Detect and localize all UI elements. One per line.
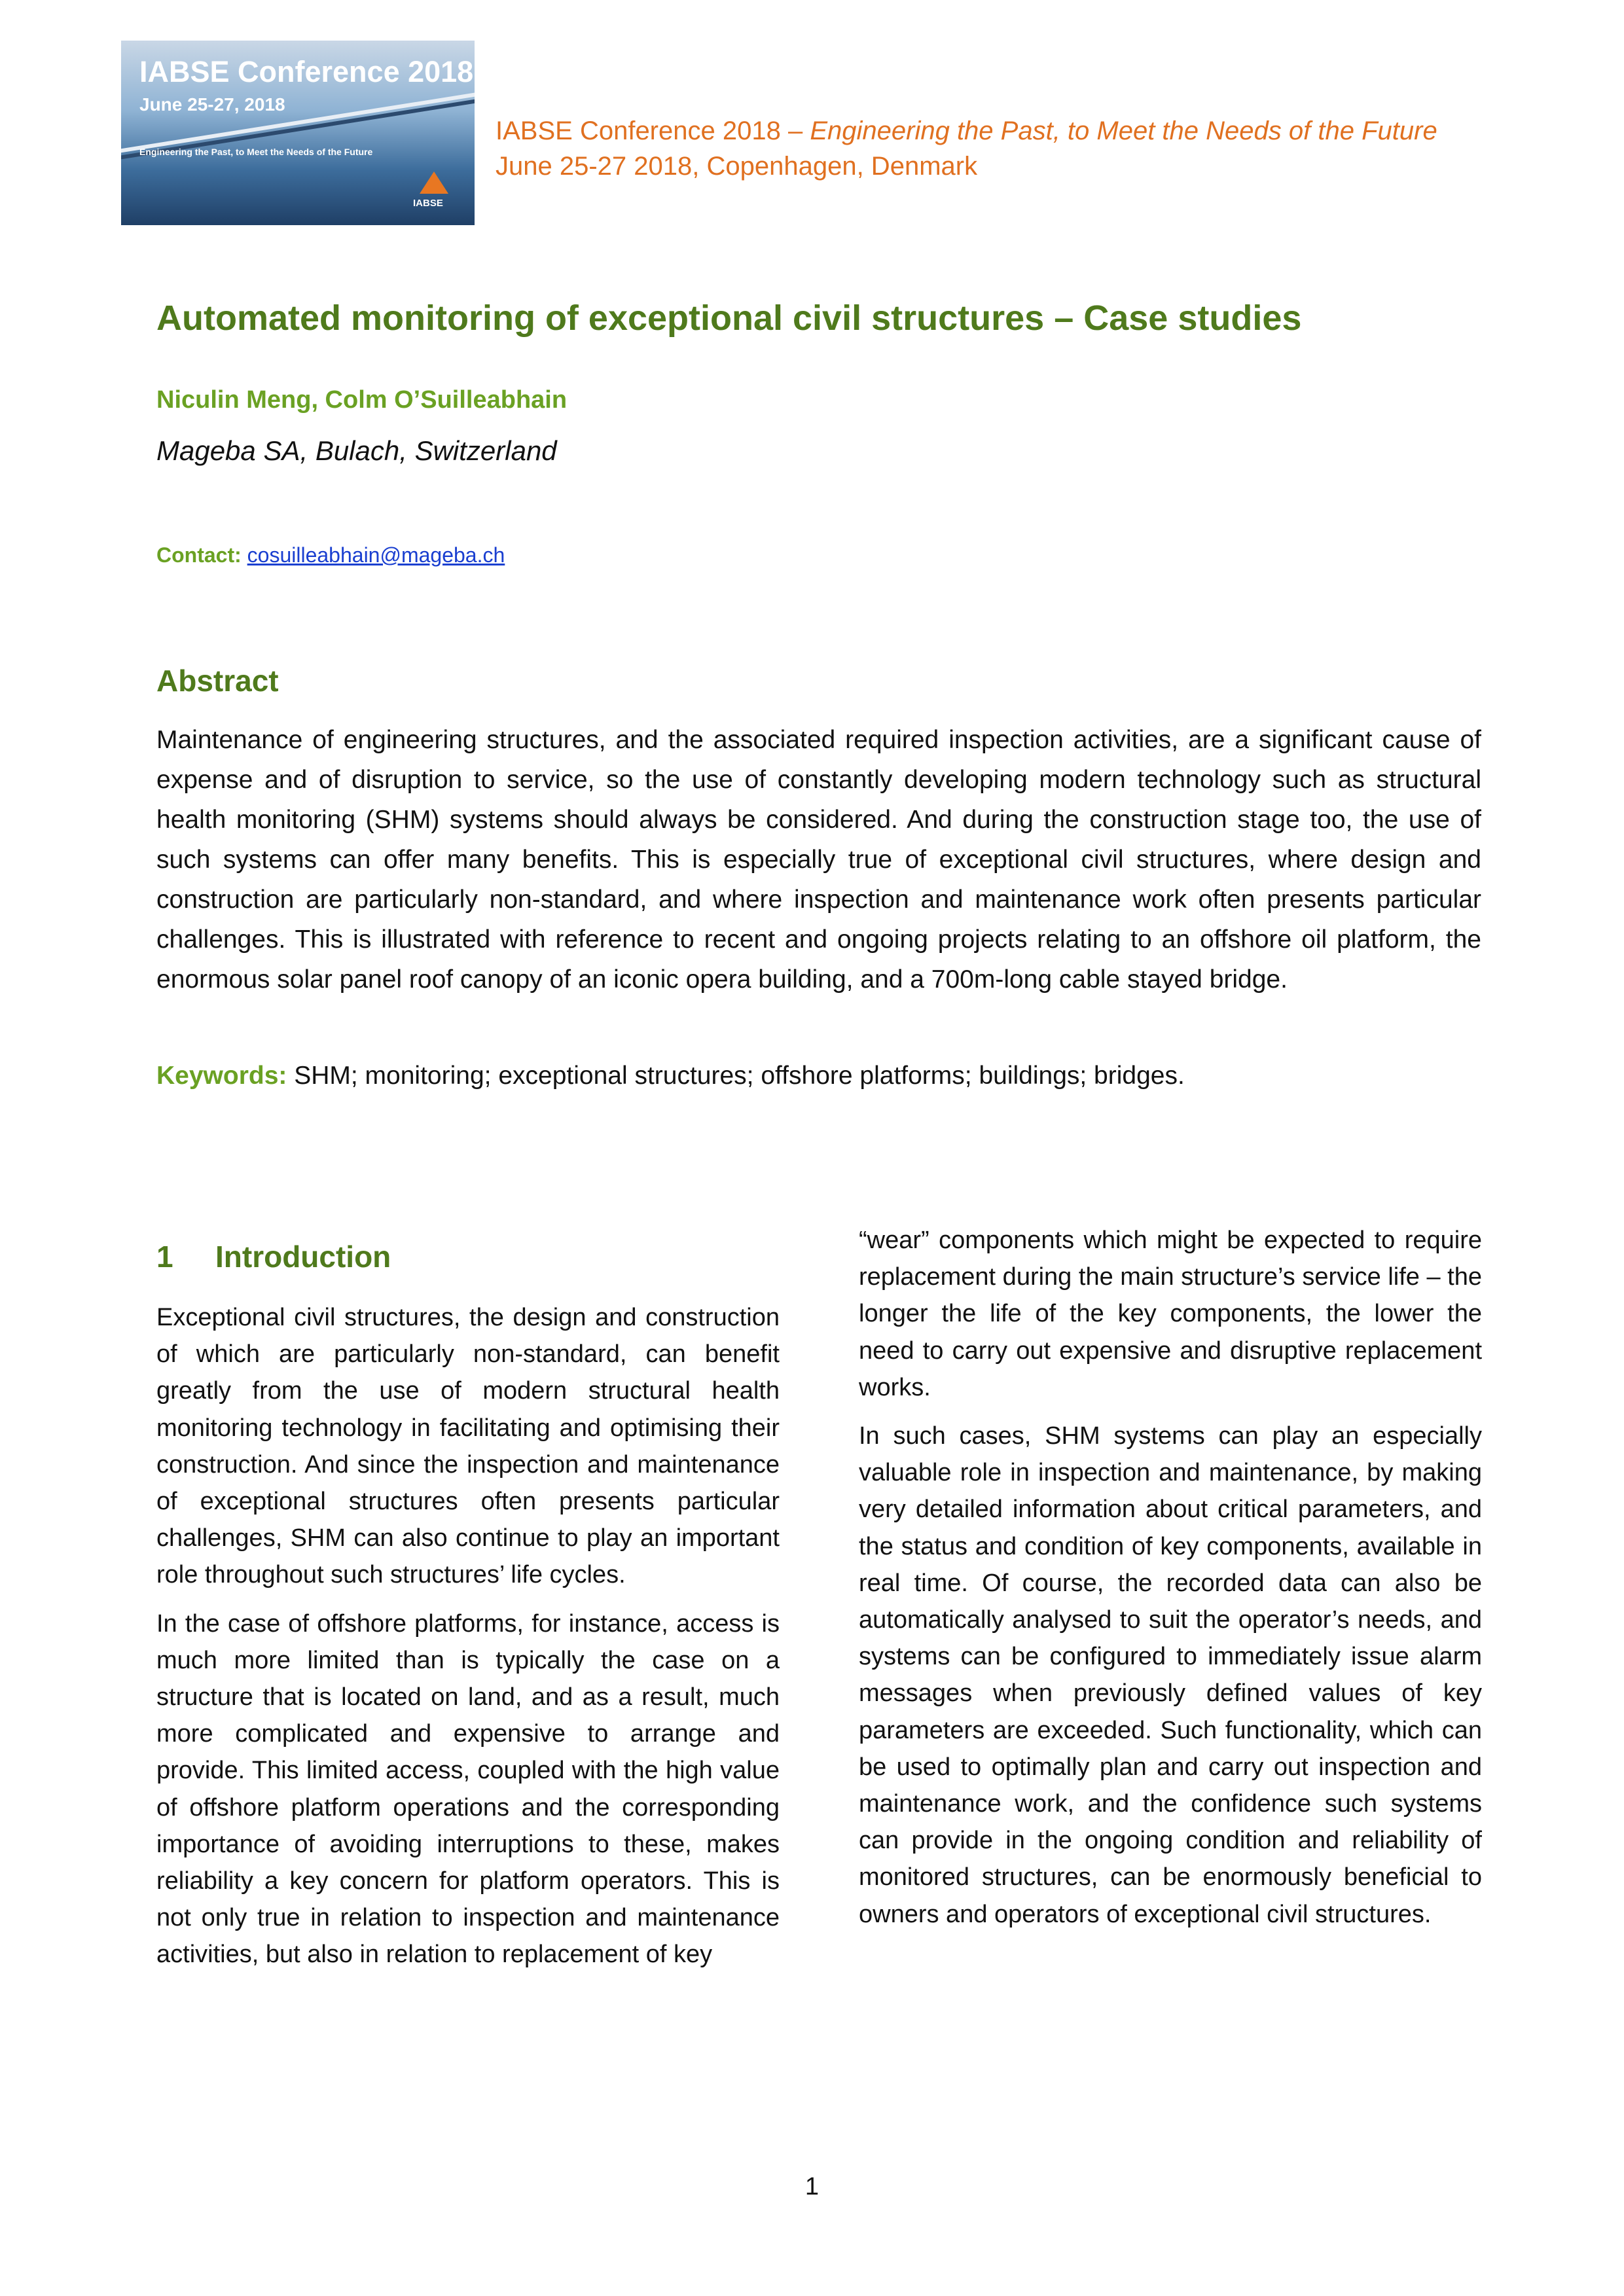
banner-dates: June 25-27, 2018 [139,94,285,115]
page-number: 1 [804,2173,820,2200]
banner-logo-text: IABSE [413,198,443,209]
keywords [156,1062,1481,1090]
paragraph: In the case of offshore platforms, for instance, access is much more limited than is typically the case on a structure that is located on land, and as a result, much more complicated and expensive to arrange and provide. This limited access, coupled with the high value of offshore platform operations and the corresponding importance of avoiding interruptions to these, makes reliability a key concern for platform operators. This is not only true in relation to inspection and maintenance activities, but also in relation to replacement of key [156,1609,780,1969]
section-title: Introduction [215,1240,391,1274]
conference-name: IABSE Conference 2018 [496,117,781,145]
conference-header [496,117,1437,146]
keywords-label: Keywords: [156,1062,287,1090]
abstract-heading: Abstract [156,664,279,698]
conference-theme: Engineering the Past, to Meet the Needs of the Future [810,117,1437,145]
paragraph: Exceptional civil structures, the design and construction of which are particularly non-standard, can benefit greatly from the use of modern structural health monitoring technology in facilitating and optimising their construction. And since the inspection and maintenance of exceptional structures often presents particular challenges, SHM can also continue to play an important role throughout such structures’ life cycles. [156,1304,780,1589]
abstract-text: Maintenance of engineering structures, and the associated required inspection activities, are a significant cause of expense and of disruption to service, so the use of constantly developing modern technology such as structural health monitoring (SHM) systems should always be considered. And during the construction stage too, the use of such systems can offer many benefits. This is especially true of exceptional civil structures, where design and construction are particularly non-standard, and where inspection and maintenance work often presents particular challenges. This is illustrated with reference to recent and ongoing projects relating to an offshore oil platform, the enormous solar panel roof canopy of an iconic opera building, and a 700m-long cable stayed bridge. [156,726,1481,994]
affiliation: Mageba SA, Bulach, Switzerland [156,435,557,466]
authors: Niculin Meng, Colm O’Suilleabhain [156,386,568,414]
left-column [156,1299,780,1985]
right-column [859,1222,1482,1945]
conference-banner-image [121,41,475,225]
iabse-logo-icon [420,171,448,194]
section-number: 1 [156,1240,173,1274]
banner-title: IABSE Conference 2018 [139,55,474,88]
banner-subtitle: Engineering the Past, to Meet the Needs of the Future [139,147,373,157]
header-separator: – [780,117,810,145]
contact-label: Contact: [156,543,242,567]
paragraph: “wear” components which might be expected to require replacement during the main structure’s service life – the longer the life of the key components, the lower the need to carry out expensive and disruptive replacement works. [859,1227,1482,1401]
paper-title: Automated monitoring of exceptional civil structures – Case studies [156,298,1302,338]
contact-email-link[interactable]: cosuilleabhain@mageba.ch [247,543,505,567]
keywords-text: SHM; monitoring; exceptional structures; offshore platforms; buildings; bridges. [287,1062,1185,1090]
section-heading-introduction [156,1239,391,1274]
conference-date-location: June 25-27 2018, Copenhagen, Denmark [496,152,978,181]
contact-line [156,543,505,567]
paragraph: In such cases, SHM systems can play an especially valuable role in inspection and maintenance, by making very detailed information about critical parameters, and the status and condition of key components, available in real time. Of course, the recorded data can also be automatically analysed to suit the operator’s needs, and systems can be configured to immediately issue alarm messages when previously defined values of key parameters are exceeded. Such functionality, which can be used to optimally plan and carry out inspection and maintenance work, and the confidence such systems can provide in the ongoing condition and reliability of monitored structures, can be enormously beneficial to owners and operators of exceptional civil structures. [859,1422,1482,1928]
